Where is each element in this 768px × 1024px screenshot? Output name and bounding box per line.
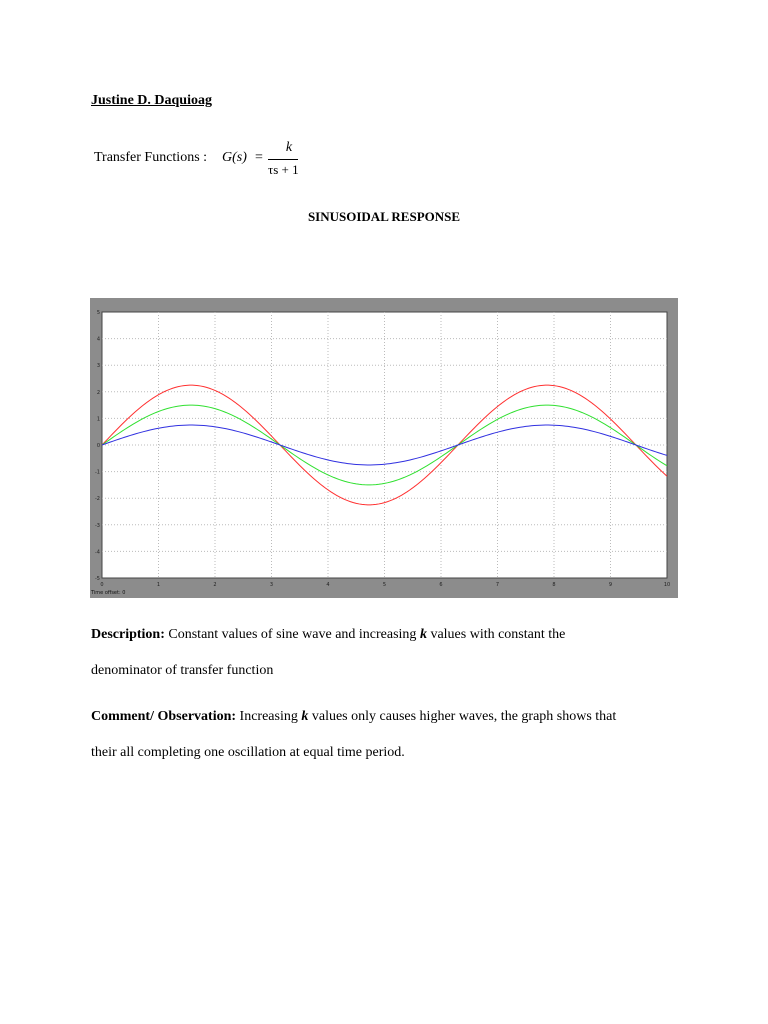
y-tick-label: -1 <box>95 469 100 476</box>
section-title: SINUSOIDAL RESPONSE <box>307 209 461 224</box>
x-tick-label: 8 <box>552 582 556 588</box>
y-tick-label: -2 <box>95 496 100 503</box>
comment-label: Comment/ Observation: <box>91 709 237 724</box>
x-tick-label: 10 <box>663 582 671 588</box>
x-tick-label: 4 <box>326 582 330 588</box>
transfer-function-label: Transfer Functions : <box>94 150 208 165</box>
x-tick-label: 3 <box>269 582 274 588</box>
author-name: Justine D. Daquioag <box>91 93 212 108</box>
comment-line-1 <box>91 709 616 725</box>
comment-line-2: their all completing one oscillation at equal time period. <box>91 745 405 760</box>
x-tick-label: 2 <box>213 582 217 588</box>
time-offset-label: Time offset: 0 <box>91 590 126 596</box>
fraction-bar <box>268 159 298 160</box>
y-tick-label: -3 <box>95 522 100 529</box>
x-tick-label: 6 <box>439 582 443 588</box>
y-tick-label: -4 <box>95 549 100 556</box>
y-tick-label: 0 <box>96 443 100 449</box>
description-k: k <box>419 627 427 642</box>
y-tick-label: 3 <box>96 363 100 370</box>
x-tick-label: 9 <box>608 582 613 588</box>
numerator: k <box>285 140 293 155</box>
transfer-function-lhs: G(s) <box>222 150 247 165</box>
x-tick-label: 1 <box>156 582 161 588</box>
denominator: τs + 1 <box>268 162 299 177</box>
description-line-2: denominator of transfer function <box>91 663 274 678</box>
scope-chart <box>90 298 678 598</box>
description-text-1: Constant values of sine wave and increasing <box>168 627 417 642</box>
x-tick-label: 7 <box>495 582 500 588</box>
description-line-1 <box>91 627 565 643</box>
y-tick-label: 4 <box>96 336 100 343</box>
x-tick-label: 5 <box>382 582 387 588</box>
comment-text-2: values only causes higher waves, the graph shows that <box>311 709 617 724</box>
equals-sign: = <box>255 150 263 165</box>
comment-k: k <box>301 709 309 724</box>
y-tick-label: 2 <box>96 389 100 396</box>
x-tick-label: 0 <box>100 582 104 588</box>
y-tick-label: 5 <box>96 310 100 316</box>
description-label: Description: <box>91 627 165 642</box>
y-tick-label: -5 <box>95 576 100 582</box>
y-tick-label: 1 <box>96 416 100 423</box>
comment-text-1: Increasing <box>239 709 298 724</box>
chart-svg <box>90 298 678 598</box>
description-text-2: values with constant the <box>430 627 566 642</box>
